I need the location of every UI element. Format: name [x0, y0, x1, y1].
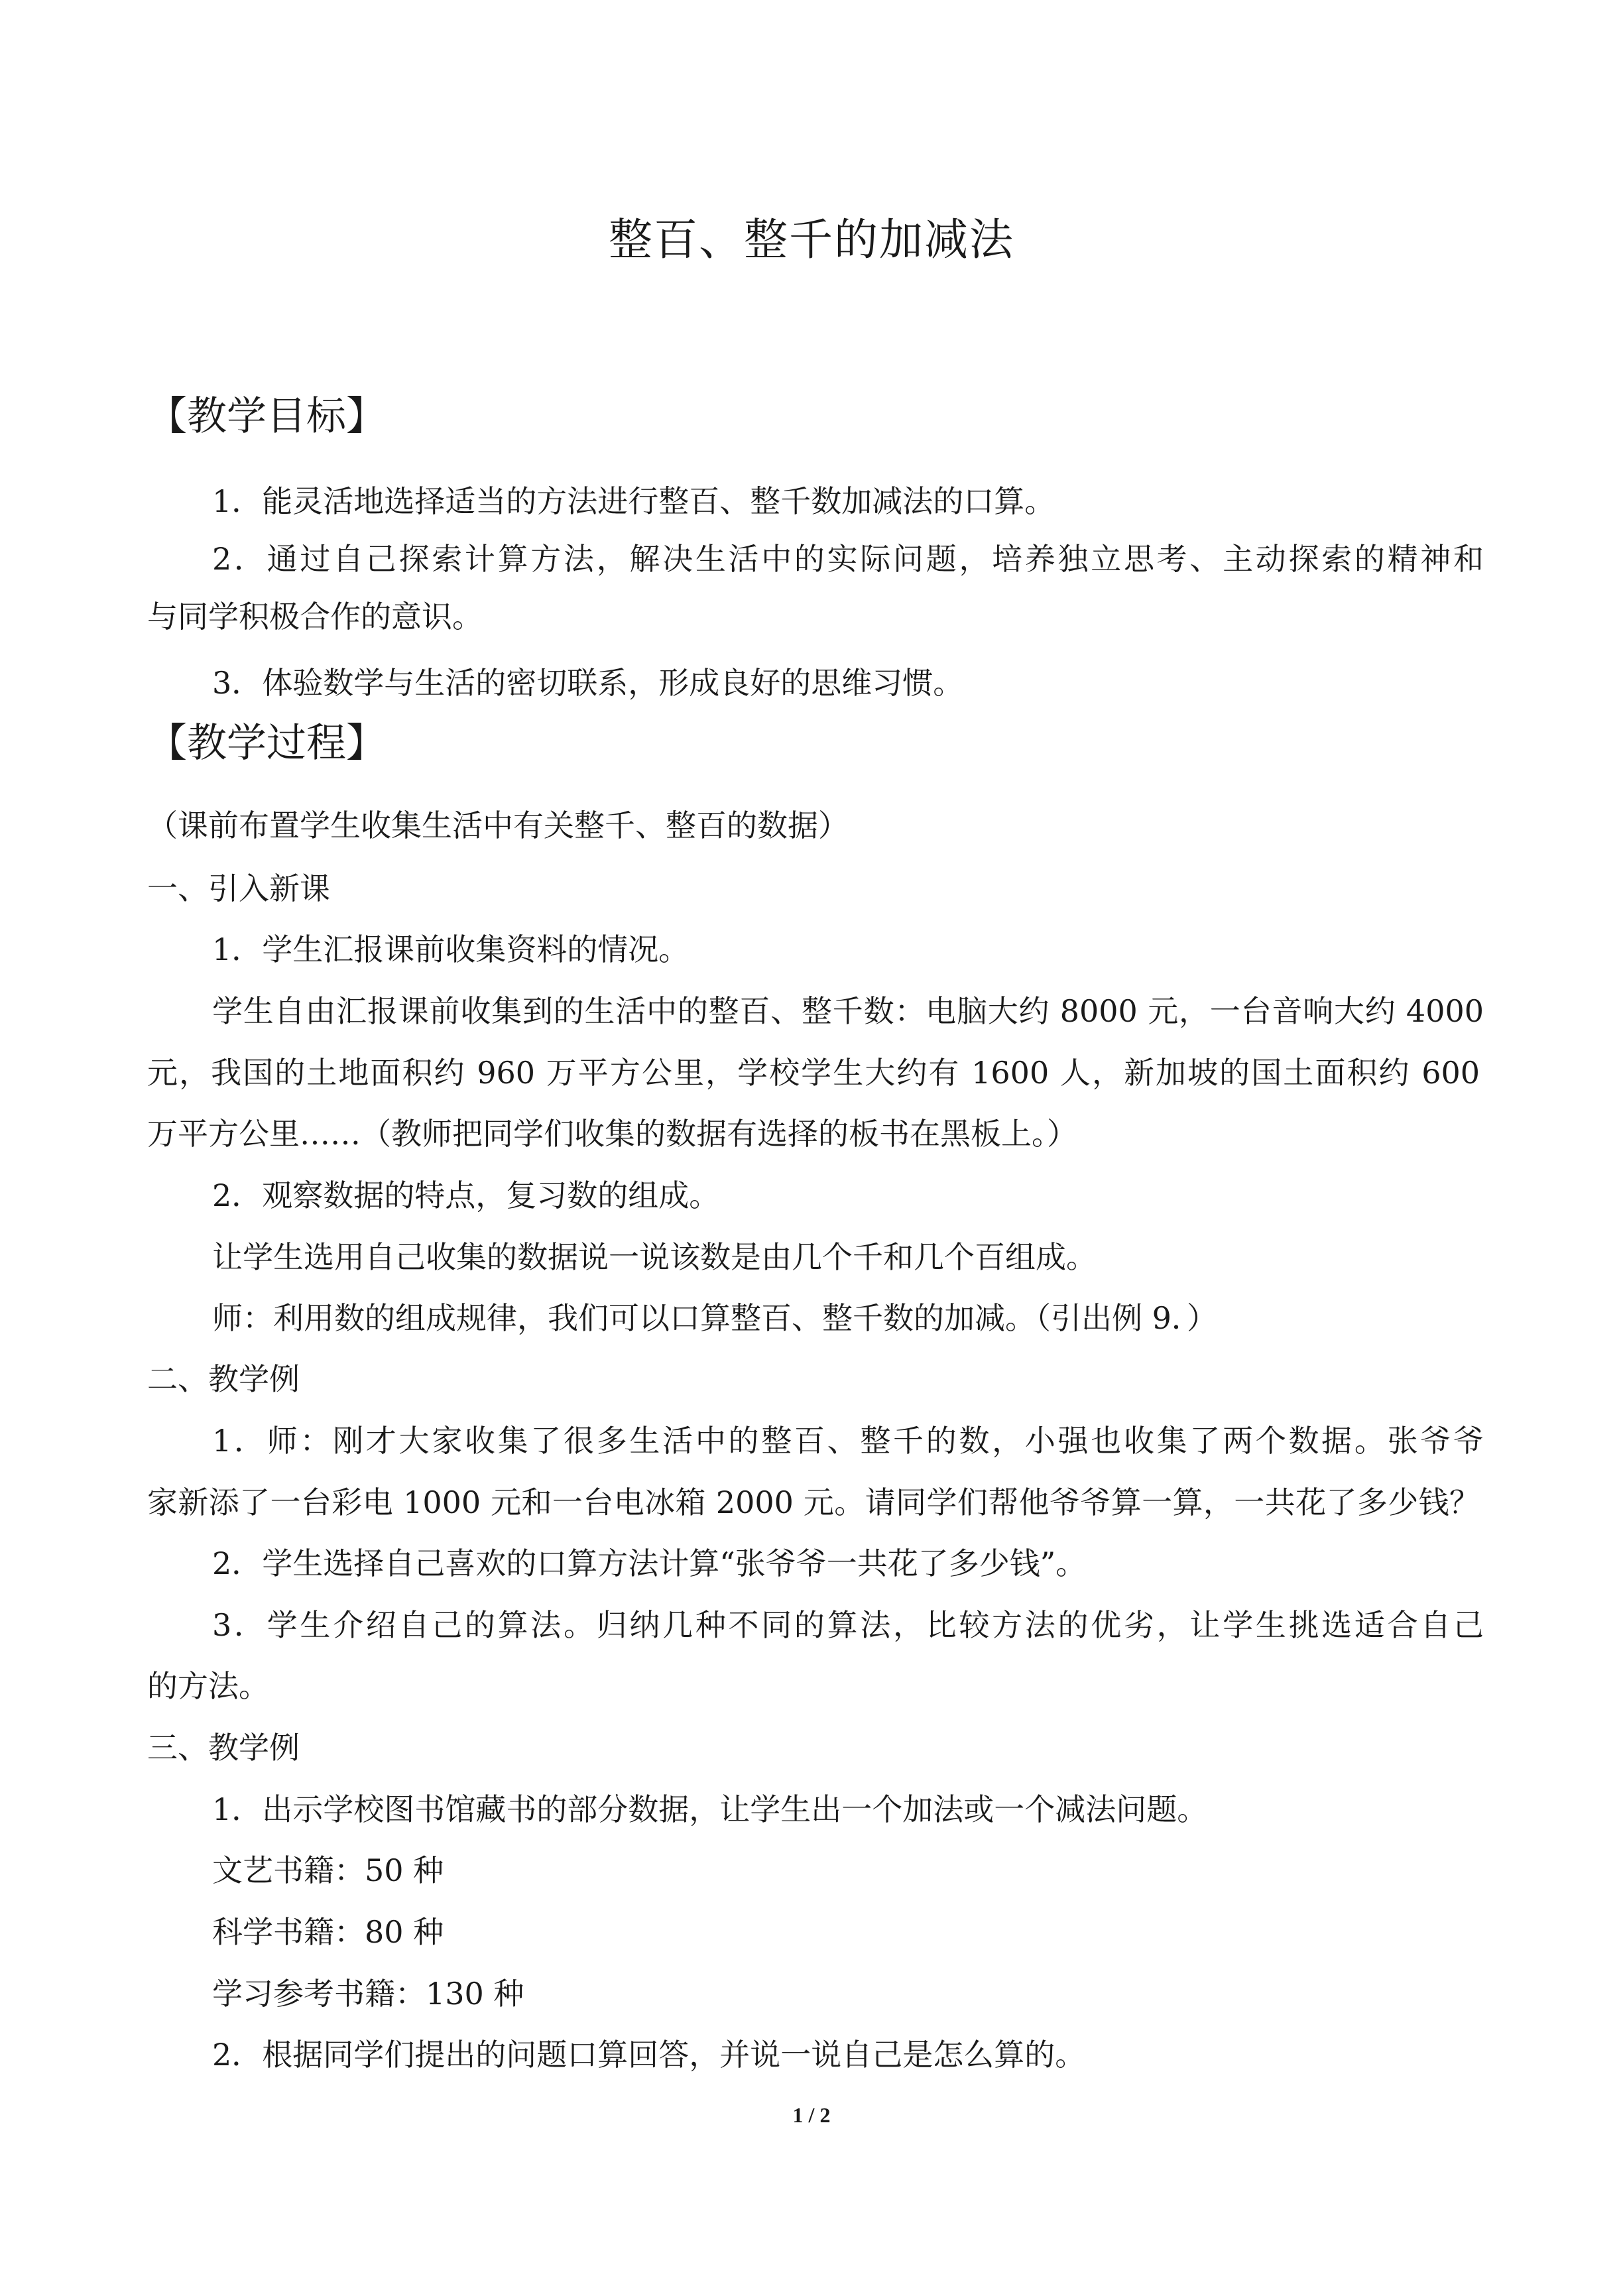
- section-3-data-literature: 文艺书籍：50 种: [212, 1852, 444, 1888]
- section-3-data-reference: 学习参考书籍：130 种: [212, 1976, 524, 2012]
- section-2-title: 二、教学例: [147, 1361, 300, 1397]
- section-3-data-science: 科学书籍：80 种: [212, 1914, 444, 1950]
- section-1-paragraph-line-2: 元，我国的土地面积约 960 万平方公里，学校学生大约有 1600 人，新加坡的国土面积约 600: [147, 1055, 1480, 1091]
- heading-teaching-process: 【教学过程】: [147, 720, 386, 766]
- goal-item-1: 1．能灵活地选择适当的方法进行整百、整千数加减法的口算。: [212, 483, 1055, 519]
- section-1-paragraph-line-1: 学生自由汇报课前收集到的生活中的整百、整千数：电脑大约 8000 元，一台音响大约 4000: [212, 993, 1484, 1029]
- process-note: （课前布置学生收集生活中有关整千、整百的数据）: [147, 808, 849, 843]
- page-number: 1 / 2: [792, 2103, 831, 2127]
- section-2-step-1-line-1: 1．师：刚才大家收集了很多生活中的整百、整千的数，小强也收集了两个数据。张爷爷: [212, 1423, 1484, 1459]
- goal-item-2-line-1: 2．通过自己探索计算方法，解决生活中的实际问题，培养独立思考、主动探索的精神和: [212, 541, 1484, 577]
- section-2-step-3-line-2: 的方法。: [147, 1668, 269, 1704]
- section-2-step-1-line-2: 家新添了一台彩电 1000 元和一台电冰箱 2000 元。请同学们帮他爷爷算一算，一共花了多少钱？: [147, 1484, 1480, 1520]
- goal-item-2-line-2: 与同学积极合作的意识。: [147, 599, 483, 634]
- section-3-step-1: 1．出示学校图书馆藏书的部分数据，让学生出一个加法或一个减法问题。: [212, 1791, 1208, 1827]
- section-2-step-3-line-1: 3．学生介绍自己的算法。归纳几种不同的算法，比较方法的优劣，让学生挑选适合自己: [212, 1607, 1484, 1643]
- heading-teaching-goals: 【教学目标】: [147, 393, 386, 440]
- document-title: 整百、整千的加减法: [609, 214, 1014, 265]
- section-1-step-2: 2．观察数据的特点，复习数的组成。: [212, 1178, 720, 1213]
- section-1-paragraph-2: 让学生选用自己收集的数据说一说该数是由几个千和几个百组成。: [212, 1239, 1097, 1275]
- section-2-step-2: 2．学生选择自己喜欢的口算方法计算“张爷爷一共花了多少钱”。: [212, 1545, 1087, 1581]
- goal-item-3: 3．体验数学与生活的密切联系，形成良好的思维习惯。: [212, 665, 964, 701]
- section-1-step-1: 1．学生汇报课前收集资料的情况。: [212, 932, 690, 967]
- section-3-step-2: 2．根据同学们提出的问题口算回答，并说一说自己是怎么算的。: [212, 2037, 1086, 2073]
- section-3-title: 三、教学例: [147, 1730, 300, 1766]
- section-1-paragraph-3: 师：利用数的组成规律，我们可以口算整百、整千数的加减。（引出例 9．）: [212, 1300, 1217, 1336]
- section-1-title: 一、引入新课: [147, 871, 330, 906]
- section-1-paragraph-line-3: 万平方公里……（教师把同学们收集的数据有选择的板书在黑板上。）: [147, 1116, 1077, 1152]
